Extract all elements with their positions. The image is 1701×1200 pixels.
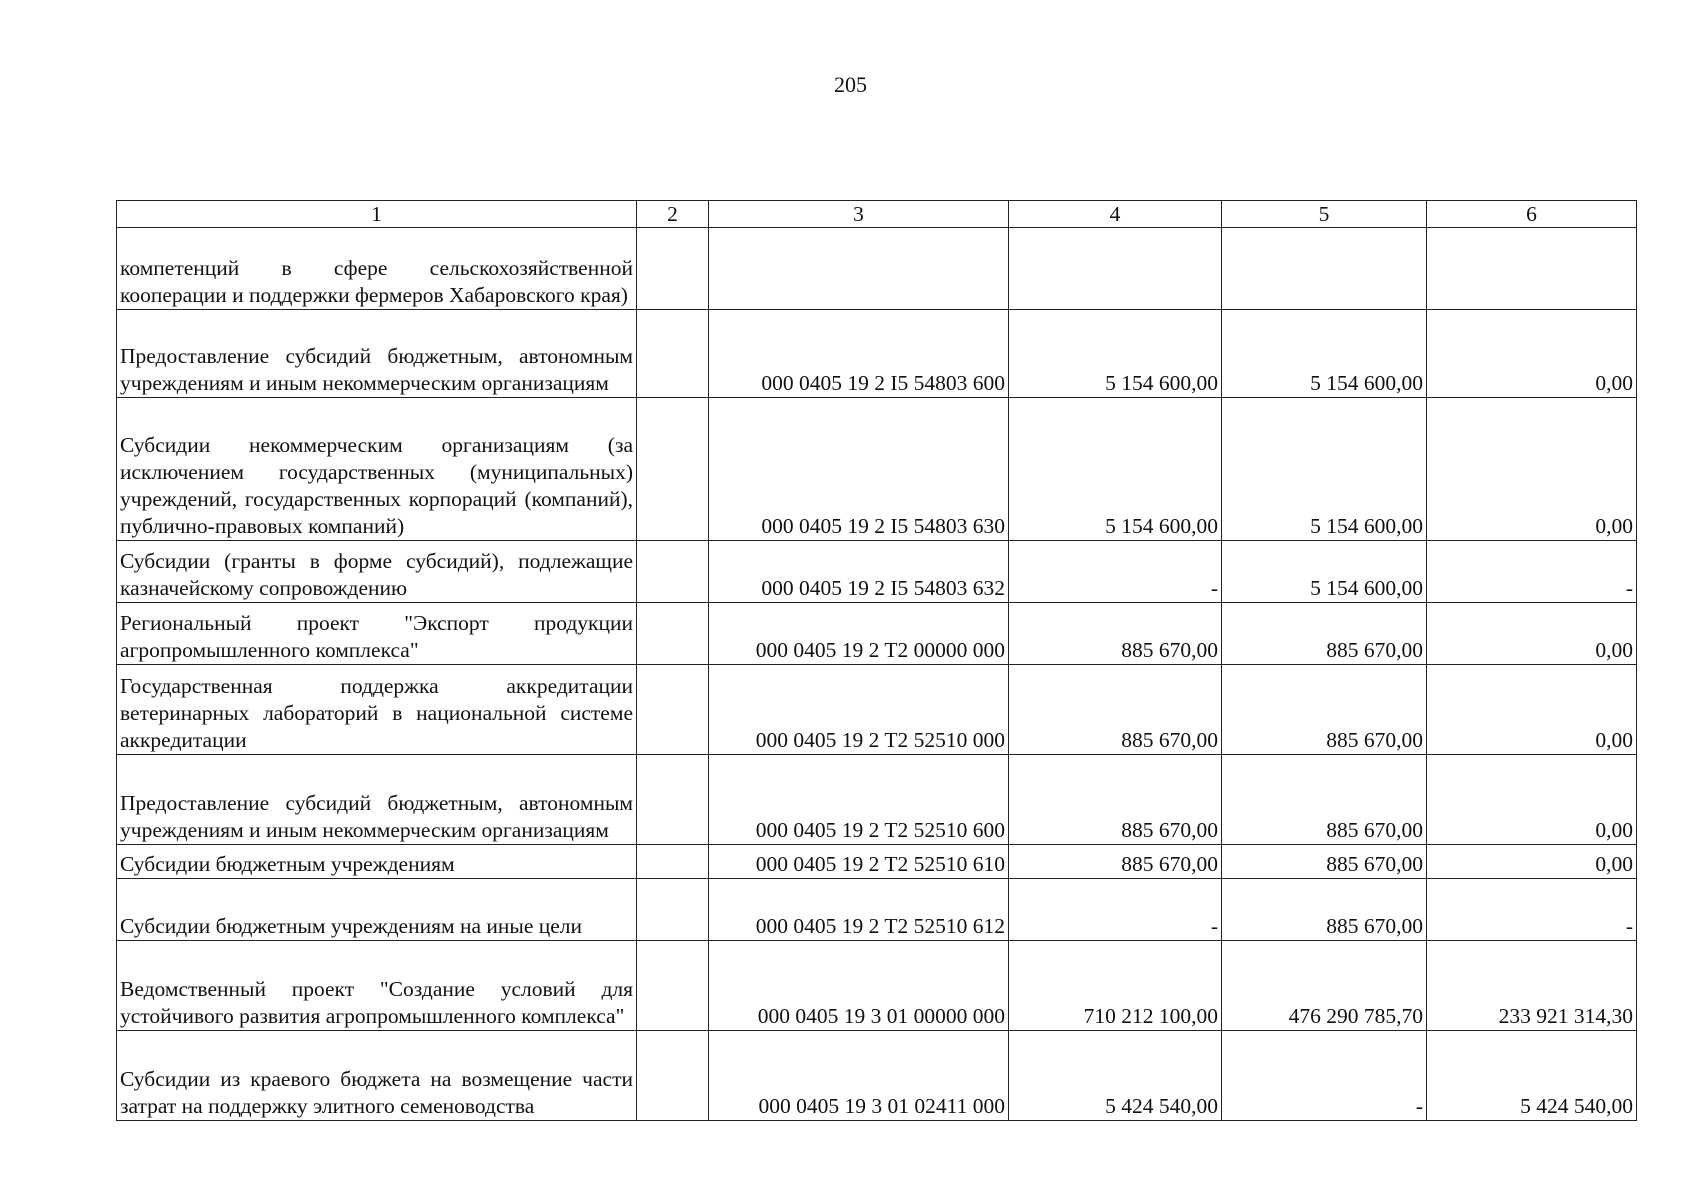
row-code: 000 0405 19 2 T2 52510 000 (709, 665, 1009, 755)
row-value-5: 5 154 600,00 (1222, 310, 1427, 398)
row-value-6: 0,00 (1427, 755, 1637, 845)
row-col2 (637, 310, 709, 398)
row-name: Субсидии (гранты в форме субсидий), подлежащие казначейскому сопровождению (117, 541, 637, 603)
row-value-5 (1222, 228, 1427, 310)
budget-table (116, 200, 1637, 1121)
row-code: 000 0405 19 2 T2 52510 600 (709, 755, 1009, 845)
row-value-4: 710 212 100,00 (1009, 941, 1222, 1031)
row-value-4: - (1009, 541, 1222, 603)
row-value-5: 885 670,00 (1222, 755, 1427, 845)
row-name: Субсидии бюджетным учреждениям (117, 845, 637, 879)
row-name: Субсидии бюджетным учреждениям на иные цели (117, 879, 637, 941)
row-name: Предоставление субсидий бюджетным, автономным учреждениям и иным некоммерческим организациям (117, 755, 637, 845)
row-code: 000 0405 19 2 T2 52510 610 (709, 845, 1009, 879)
row-code: 000 0405 19 2 T2 00000 000 (709, 603, 1009, 665)
row-name: компетенций в сфере сельскохозяйственной кооперации и поддержки фермеров Хабаровского края) (117, 228, 637, 310)
table-body (117, 228, 1637, 1121)
row-value-5: 885 670,00 (1222, 879, 1427, 941)
table-row (117, 1031, 1637, 1121)
table-row (117, 941, 1637, 1031)
row-code: 000 0405 19 2 I5 54803 600 (709, 310, 1009, 398)
row-col2 (637, 603, 709, 665)
row-value-4 (1009, 228, 1222, 310)
row-value-5: 5 154 600,00 (1222, 398, 1427, 541)
row-value-5: 476 290 785,70 (1222, 941, 1427, 1031)
row-value-6 (1427, 228, 1637, 310)
row-code: 000 0405 19 2 I5 54803 632 (709, 541, 1009, 603)
row-value-6: 0,00 (1427, 398, 1637, 541)
row-value-4: 5 424 540,00 (1009, 1031, 1222, 1121)
row-col2 (637, 879, 709, 941)
row-col2 (637, 665, 709, 755)
row-code: 000 0405 19 2 I5 54803 630 (709, 398, 1009, 541)
row-value-4: 5 154 600,00 (1009, 310, 1222, 398)
row-code: 000 0405 19 3 01 00000 000 (709, 941, 1009, 1031)
row-col2 (637, 398, 709, 541)
row-col2 (637, 228, 709, 310)
row-value-4: - (1009, 879, 1222, 941)
header-col-2: 2 (637, 201, 709, 228)
row-value-6: 0,00 (1427, 845, 1637, 879)
row-code: 000 0405 19 3 01 02411 000 (709, 1031, 1009, 1121)
header-col-4: 4 (1009, 201, 1222, 228)
row-col2 (637, 845, 709, 879)
row-name: Государственная поддержка аккредитации ветеринарных лабораторий в национальной системе аккредитации (117, 665, 637, 755)
row-name: Субсидии некоммерческим организациям (за исключением государственных (муниципальных) учреждений, государственных корпораций (компаний), публично-правовых компаний) (117, 398, 637, 541)
row-value-6: 233 921 314,30 (1427, 941, 1637, 1031)
row-value-6: 5 424 540,00 (1427, 1031, 1637, 1121)
row-value-6: - (1427, 879, 1637, 941)
table-row (117, 845, 1637, 879)
row-value-4: 885 670,00 (1009, 603, 1222, 665)
table-row (117, 665, 1637, 755)
row-value-5: 885 670,00 (1222, 603, 1427, 665)
row-code: 000 0405 19 2 T2 52510 612 (709, 879, 1009, 941)
row-value-5: 5 154 600,00 (1222, 541, 1427, 603)
table-row (117, 541, 1637, 603)
row-value-5: 885 670,00 (1222, 845, 1427, 879)
row-col2 (637, 755, 709, 845)
header-col-1: 1 (117, 201, 637, 228)
row-value-6: 0,00 (1427, 310, 1637, 398)
row-code (709, 228, 1009, 310)
row-value-5: - (1222, 1031, 1427, 1121)
row-name: Предоставление субсидий бюджетным, автономным учреждениям и иным некоммерческим организациям (117, 310, 637, 398)
table-header (117, 201, 1637, 228)
table-row (117, 228, 1637, 310)
row-name: Субсидии из краевого бюджета на возмещение части затрат на поддержку элитного семеноводства (117, 1031, 637, 1121)
row-value-6: 0,00 (1427, 603, 1637, 665)
row-value-4: 885 670,00 (1009, 845, 1222, 879)
row-value-4: 885 670,00 (1009, 665, 1222, 755)
row-col2 (637, 1031, 709, 1121)
table-row (117, 398, 1637, 541)
table-row (117, 310, 1637, 398)
row-name: Региональный проект "Экспорт продукции агропромышленного комплекса" (117, 603, 637, 665)
row-value-5: 885 670,00 (1222, 665, 1427, 755)
table-row (117, 879, 1637, 941)
header-row (117, 201, 1637, 228)
row-col2 (637, 541, 709, 603)
page-number: 205 (834, 72, 867, 97)
header-col-5: 5 (1222, 201, 1427, 228)
row-value-6: 0,00 (1427, 665, 1637, 755)
row-value-6: - (1427, 541, 1637, 603)
header-col-6: 6 (1427, 201, 1637, 228)
table-row (117, 603, 1637, 665)
row-value-4: 5 154 600,00 (1009, 398, 1222, 541)
row-name: Ведомственный проект "Создание условий для устойчивого развития агропромышленного комплекса" (117, 941, 637, 1031)
table-row (117, 755, 1637, 845)
header-col-3: 3 (709, 201, 1009, 228)
row-col2 (637, 941, 709, 1031)
row-value-4: 885 670,00 (1009, 755, 1222, 845)
